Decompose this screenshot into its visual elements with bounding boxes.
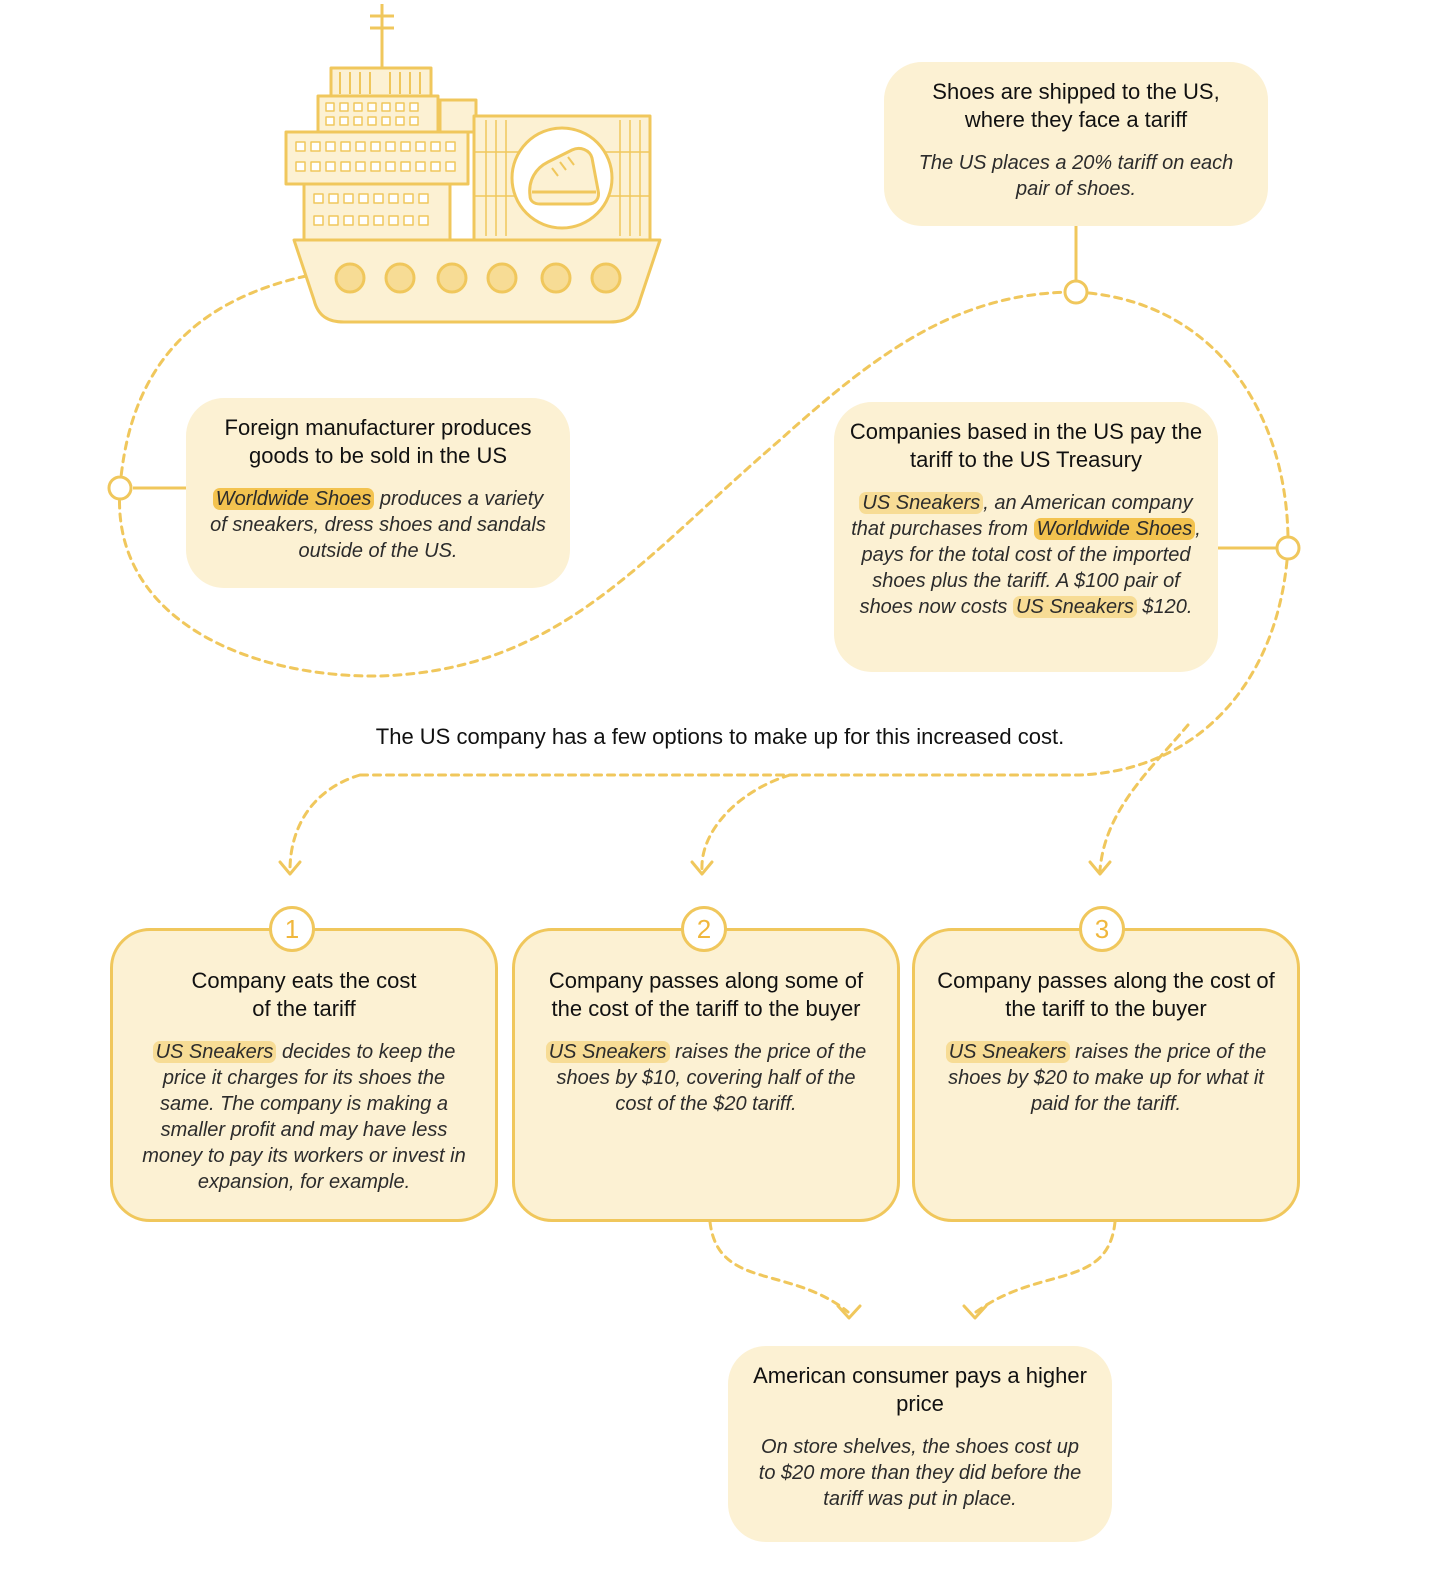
company-highlight-us-sneakers: US Sneakers	[546, 1041, 670, 1063]
options-intro-text: The US company has a few options to make up for this increased cost.	[375, 724, 1065, 749]
node-manufacturer	[109, 477, 131, 499]
consumer-step-box	[728, 1346, 1112, 1542]
option-2-number-badge: 2	[681, 906, 727, 952]
node-shipping	[1065, 281, 1087, 303]
manufacturer-step-title: Foreign manufacturer produces goods to be sold in the US	[224, 415, 532, 468]
option-3-box	[912, 928, 1300, 1222]
company-highlight-us-sneakers: US Sneakers	[153, 1041, 277, 1063]
shipping-step-title: Shoes are shipped to the US, where they face a tariff	[932, 79, 1220, 132]
option3-to-consumer-connector	[976, 1222, 1115, 1312]
option-3-desc: US Sneakers raises the price of the shoes by $20 to make up for what it paid for the tariff.	[933, 1039, 1279, 1117]
company-highlight-us-sneakers: US Sneakers	[859, 492, 983, 514]
consumer-step-title: American consumer pays a higher price	[753, 1363, 1087, 1416]
consumer-step-desc: On store shelves, the shoes cost up to $20 more than they did before the tariff was put in place.	[758, 1436, 1082, 1510]
node-payment	[1277, 537, 1299, 559]
option-2-desc: US Sneakers raises the price of the shoes by $10, covering half of the cost of the $20 tariff.	[531, 1039, 881, 1117]
payment-step-title: Companies based in the US pay the tariff to the US Treasury	[849, 419, 1203, 472]
option-2-title: Company passes along some of the cost of the tariff to the buyer	[548, 968, 864, 1021]
branch-option-2	[702, 775, 790, 870]
payment-step-desc: US Sneakers , an American company that purchases from Worldwide Shoes , pays for the total cost of the imported shoes plus the tariff. A $100 pair of shoes now costs US Sneakers $120.	[851, 492, 1201, 618]
cargo-ship-illustration	[286, 4, 660, 322]
company-highlight-worldwide-shoes: Worldwide Shoes	[213, 488, 375, 510]
option2-to-consumer-connector	[710, 1222, 848, 1312]
option-2-box	[512, 928, 900, 1222]
option-3-title: Company passes along the cost of the tariff to the buyer	[937, 968, 1275, 1021]
company-highlight-us-sneakers: US Sneakers	[946, 1041, 1070, 1063]
option-1-desc: US Sneakers decides to keep the price it charges for its shoes the same. The company is making a smaller profit and may have less money to pay its workers or invest in expansion, for example.	[142, 1041, 466, 1193]
branch-option-1	[290, 775, 360, 870]
company-highlight-us-sneakers: US Sneakers	[1013, 596, 1137, 618]
company-highlight-worldwide-shoes: Worldwide Shoes	[1034, 518, 1196, 540]
option-1-title: Company eats the cost of the tariff	[191, 968, 417, 1021]
shipping-step-box	[884, 62, 1268, 226]
shipping-step-desc: The US places a 20% tariff on each pair of shoes.	[918, 152, 1234, 200]
option-1-box	[110, 928, 498, 1222]
option-1-number-badge: 1	[269, 906, 315, 952]
payment-step-box	[834, 402, 1218, 672]
manufacturer-step-desc: Worldwide Shoes produces a variety of sneakers, dress shoes and sandals outside of the US.	[210, 488, 546, 562]
option-3-number-badge: 3	[1079, 906, 1125, 952]
manufacturer-step-box	[186, 398, 570, 588]
